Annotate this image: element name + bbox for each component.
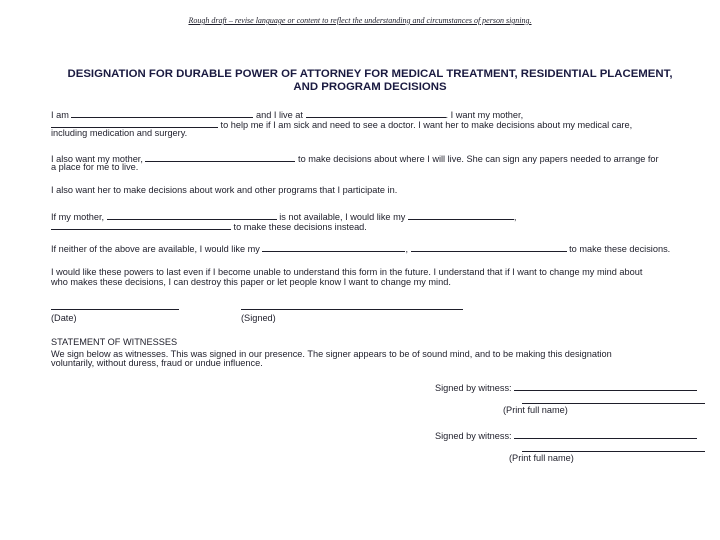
p4-text-d: to make these decisions instead. — [231, 222, 367, 232]
paragraph-4-line-2 — [51, 220, 367, 233]
paragraph-2-line-1 — [51, 152, 659, 165]
p4-text-a: If my mother, — [51, 212, 107, 222]
mother-name-blank-3[interactable] — [107, 210, 277, 220]
p1-text-c: . I want my mother, — [445, 110, 524, 120]
witness-heading: STATEMENT OF WITNESSES — [51, 337, 178, 347]
witness-2-signature-line[interactable] — [514, 429, 697, 439]
witness-2-print-label: (Print full name) — [509, 453, 574, 463]
witness-2-print-name-line[interactable] — [522, 451, 705, 452]
paragraph-6-line-2: who makes these decisions, I can destroy this paper or let people know I want to change my mind. — [51, 277, 451, 287]
witness-2-sign-row — [435, 429, 697, 442]
paragraph-1-line-3: including medication and surgery. — [51, 128, 188, 138]
title-line-2: AND PROGRAM DECISIONS — [293, 81, 447, 93]
witness-1-signature-line[interactable] — [514, 381, 697, 391]
p1-text-d: to help me if I am sick and need to see a doctor. I want her to make decisions about my medical care, — [218, 120, 633, 130]
signature-line[interactable] — [241, 309, 463, 310]
witness-text-line-1: We sign below as witnesses. This was signed in our presence. The signer appears to be of sound mind, and to be making this designation — [51, 349, 612, 359]
third-choice-relation-blank[interactable] — [262, 242, 405, 252]
p5-text-c: to make these decisions. — [566, 244, 671, 254]
date-label: (Date) — [51, 313, 77, 323]
name-blank[interactable] — [71, 108, 253, 118]
witness-1-sign-row — [435, 381, 697, 394]
alternate-relation-blank[interactable] — [408, 210, 514, 220]
signed-label: (Signed) — [241, 313, 276, 323]
p5-text-a: If neither of the above are available, I would like my — [51, 244, 263, 254]
p2-text-a: I also want my mother, — [51, 154, 146, 164]
title-line-1: DESIGNATION FOR DURABLE POWER OF ATTORNEY FOR MEDICAL TREATMENT, RESIDENTIAL PLACEMENT, — [67, 68, 673, 80]
document-title — [40, 68, 700, 94]
mother-name-blank-1[interactable] — [51, 118, 218, 128]
p5-text-b: , — [405, 244, 411, 254]
alternate-name-blank[interactable] — [51, 220, 231, 230]
p2-text-b: to make decisions about where I will live. She can sign any papers needed to arrange for — [295, 154, 659, 164]
witness-text-line-2: voluntarily, without duress, fraud or undue influence. — [51, 358, 263, 368]
mother-name-blank-2[interactable] — [145, 152, 295, 162]
paragraph-5 — [51, 242, 670, 255]
p4-text-b: is not available, I would like my — [276, 212, 408, 222]
witness-1-print-name-line[interactable] — [522, 403, 705, 404]
draft-note: Rough draft – revise language or content to reflect the understanding and circumstances of person signing. — [188, 16, 532, 25]
witness-1-sign-label: Signed by witness: — [435, 383, 515, 393]
date-line[interactable] — [51, 309, 179, 310]
p4-text-c: , — [513, 212, 517, 222]
witness-2-sign-label: Signed by witness: — [435, 431, 515, 441]
paragraph-2-line-2: a place for me to live. — [51, 162, 139, 172]
address-blank[interactable] — [306, 108, 446, 118]
p1-text-b: and I live at — [253, 110, 306, 120]
witness-1-print-label: (Print full name) — [503, 405, 568, 415]
paragraph-3: I also want her to make decisions about work and other programs that I participate in. — [51, 185, 398, 195]
third-choice-name-blank[interactable] — [411, 242, 567, 252]
paragraph-6-line-1: I would like these powers to last even if I become unable to understand this form in the future. I understand that if I want to change my mind about — [51, 267, 643, 277]
p1-text-a: I am — [51, 110, 72, 120]
